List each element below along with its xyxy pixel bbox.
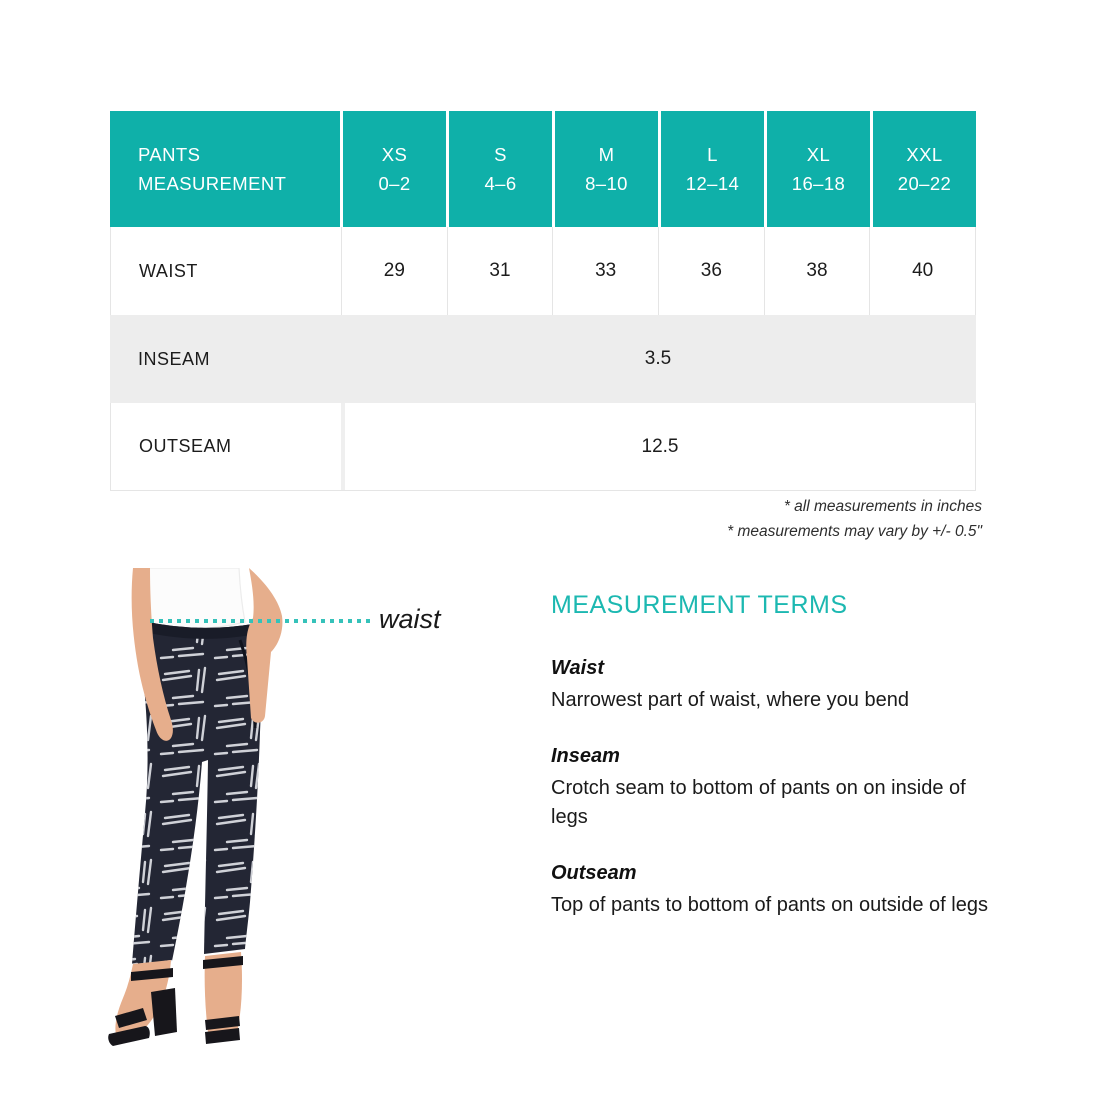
header-cell-xxl xyxy=(870,111,976,227)
model-right-arm xyxy=(246,568,282,723)
term-definition: Crotch seam to bottom of pants on on inside of legs xyxy=(551,777,966,828)
outseam-value-all-sizes: 12.5 xyxy=(341,403,975,490)
size-range: 16–18 xyxy=(791,173,846,194)
term-name: Waist xyxy=(551,657,604,679)
waist-value-l: 36 xyxy=(658,227,764,315)
table-row-inseam xyxy=(110,315,976,403)
row-label: INSEAM xyxy=(138,348,211,369)
waist-value-m: 33 xyxy=(552,227,658,315)
size-code: XS xyxy=(381,144,408,165)
terms-heading: MEASUREMENT TERMS xyxy=(551,591,848,619)
model-illustration xyxy=(105,568,320,1053)
footnote-units: * all measurements in inches xyxy=(783,498,982,515)
size-range: 0–2 xyxy=(378,173,411,194)
measurement-terms-section xyxy=(551,590,991,947)
size-code: XXL xyxy=(906,144,943,165)
size-range: 12–14 xyxy=(685,173,740,194)
size-range: 20–22 xyxy=(897,173,952,194)
size-chart-header-row xyxy=(110,111,976,227)
term-waist xyxy=(551,654,991,715)
term-inseam xyxy=(551,742,991,832)
waist-value-xxl: 40 xyxy=(869,227,975,315)
waist-value-xs: 29 xyxy=(341,227,447,315)
term-name: Inseam xyxy=(551,745,620,767)
table-row-waist xyxy=(110,227,976,315)
header-cell-xs xyxy=(340,111,446,227)
size-range: 4–6 xyxy=(484,173,517,194)
inseam-value-all-sizes: 3.5 xyxy=(644,348,672,369)
table-footnotes xyxy=(110,495,982,544)
footnote-tolerance: * measurements may vary by +/- 0.5" xyxy=(727,522,982,540)
term-outseam xyxy=(551,859,991,920)
table-row-outseam xyxy=(110,403,976,491)
waist-value-xl: 38 xyxy=(764,227,870,315)
row-label: OUTSEAM xyxy=(139,436,232,456)
size-code: XL xyxy=(806,144,831,165)
size-chart-table xyxy=(110,111,976,491)
waist-guide-dotted-line xyxy=(150,619,372,623)
header-cell-s xyxy=(446,111,552,227)
size-code: S xyxy=(494,144,507,165)
size-code: M xyxy=(598,144,615,165)
term-name: Outseam xyxy=(551,862,637,884)
size-code: L xyxy=(707,144,718,165)
term-definition: Narrowest part of waist, where you bend xyxy=(551,689,909,711)
header-cell-xl xyxy=(764,111,870,227)
header-cell-pants-measurement: PANTS MEASUREMENT xyxy=(110,111,340,227)
waist-value-s: 31 xyxy=(447,227,553,315)
header-cell-l xyxy=(658,111,764,227)
size-range: 8–10 xyxy=(585,173,628,194)
waist-guide-label: waist xyxy=(379,604,441,634)
header-cell-m xyxy=(552,111,658,227)
model-photo xyxy=(105,568,320,1053)
term-definition: Top of pants to bottom of pants on outside of legs xyxy=(551,894,988,916)
row-label: WAIST xyxy=(139,260,198,281)
